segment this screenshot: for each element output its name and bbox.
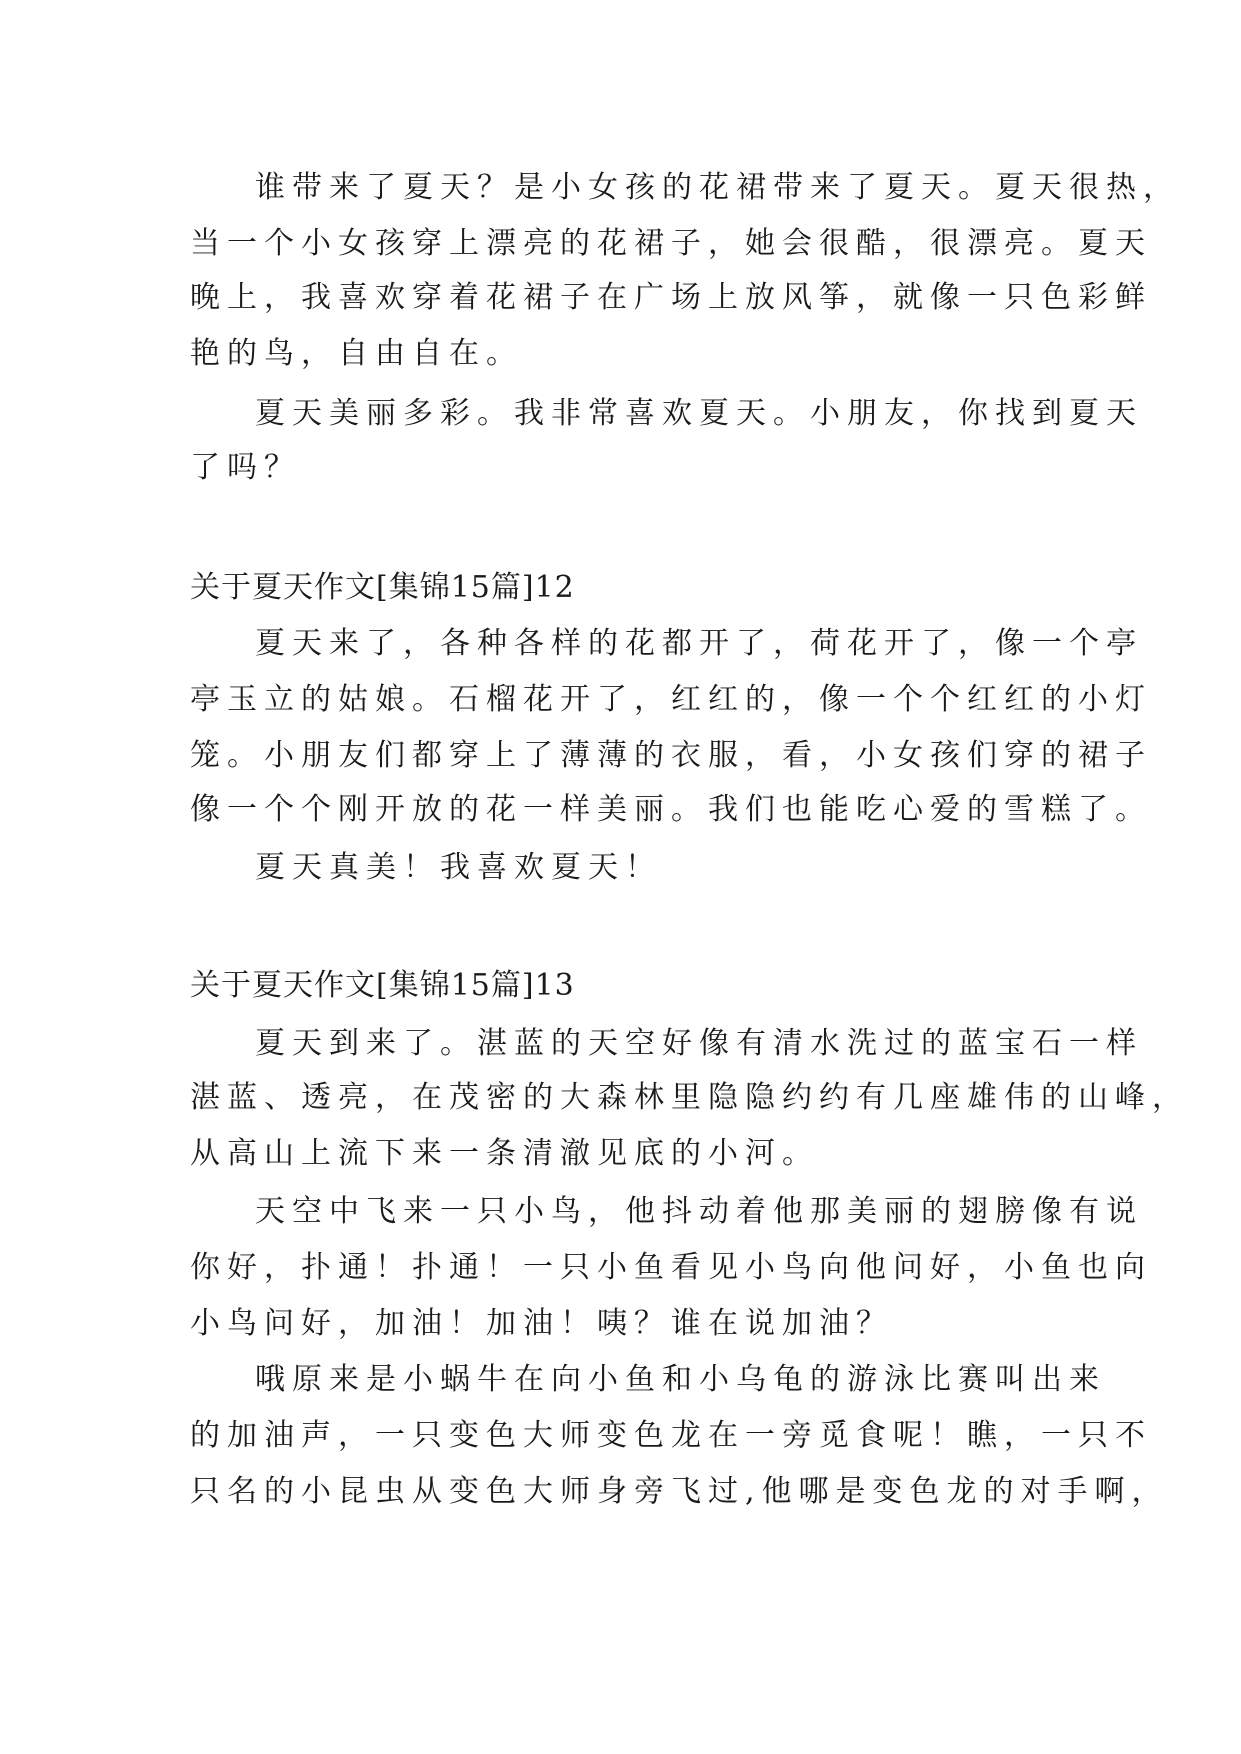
section-heading: 关于夏天作文[集锦15篇]13	[190, 968, 575, 1003]
paragraph-line: 艳的鸟，自由自在。	[190, 336, 523, 371]
paragraph-line: 笼。小朋友们都穿上了薄薄的衣服，看，小女孩们穿的裙子	[190, 738, 1152, 773]
paragraph-line: 只名的小昆虫从变色大师身旁飞过,他哪是变色龙的对手啊，	[190, 1474, 1169, 1509]
paragraph-line: 你好，扑通！扑通！一只小鱼看见小鸟向他问好，小鱼也向	[190, 1250, 1152, 1285]
paragraph-line: 的加油声，一只变色大师变色龙在一旁觅食呢！瞧，一只不	[190, 1418, 1152, 1453]
section-heading: 关于夏天作文[集锦15篇]12	[190, 570, 575, 605]
paragraph-line: 天空中飞来一只小鸟，他抖动着他那美丽的翅膀像有说	[255, 1194, 1143, 1229]
paragraph-line: 从高山上流下来一条清澈见底的小河。	[190, 1136, 819, 1171]
paragraph-line: 湛蓝、透亮，在茂密的大森林里隐隐约约有几座雄伟的山峰，	[190, 1080, 1189, 1115]
paragraph-line: 夏天真美！我喜欢夏天！	[255, 850, 662, 885]
paragraph-line: 哦原来是小蜗牛在向小鱼和小乌龟的游泳比赛叫出来	[255, 1362, 1106, 1397]
paragraph-line: 当一个小女孩穿上漂亮的花裙子，她会很酷，很漂亮。夏天	[190, 226, 1152, 261]
paragraph-line: 了吗？	[190, 450, 301, 485]
paragraph-line: 谁带来了夏天？是小女孩的花裙带来了夏天。夏天很热，	[255, 170, 1180, 205]
paragraph-line: 晚上，我喜欢穿着花裙子在广场上放风筝，就像一只色彩鲜	[190, 280, 1152, 315]
paragraph-line: 亭玉立的姑娘。石榴花开了，红红的，像一个个红红的小灯	[190, 682, 1152, 717]
paragraph-line: 像一个个刚开放的花一样美丽。我们也能吃心爱的雪糕了。	[190, 792, 1152, 827]
paragraph-line: 夏天来了，各种各样的花都开了，荷花开了，像一个亭	[255, 626, 1143, 661]
paragraph-line: 夏天到来了。湛蓝的天空好像有清水洗过的蓝宝石一样	[255, 1026, 1143, 1061]
paragraph-line: 小鸟问好，加油！加油！咦？谁在说加油？	[190, 1306, 893, 1341]
paragraph-line: 夏天美丽多彩。我非常喜欢夏天。小朋友，你找到夏天	[255, 396, 1143, 431]
